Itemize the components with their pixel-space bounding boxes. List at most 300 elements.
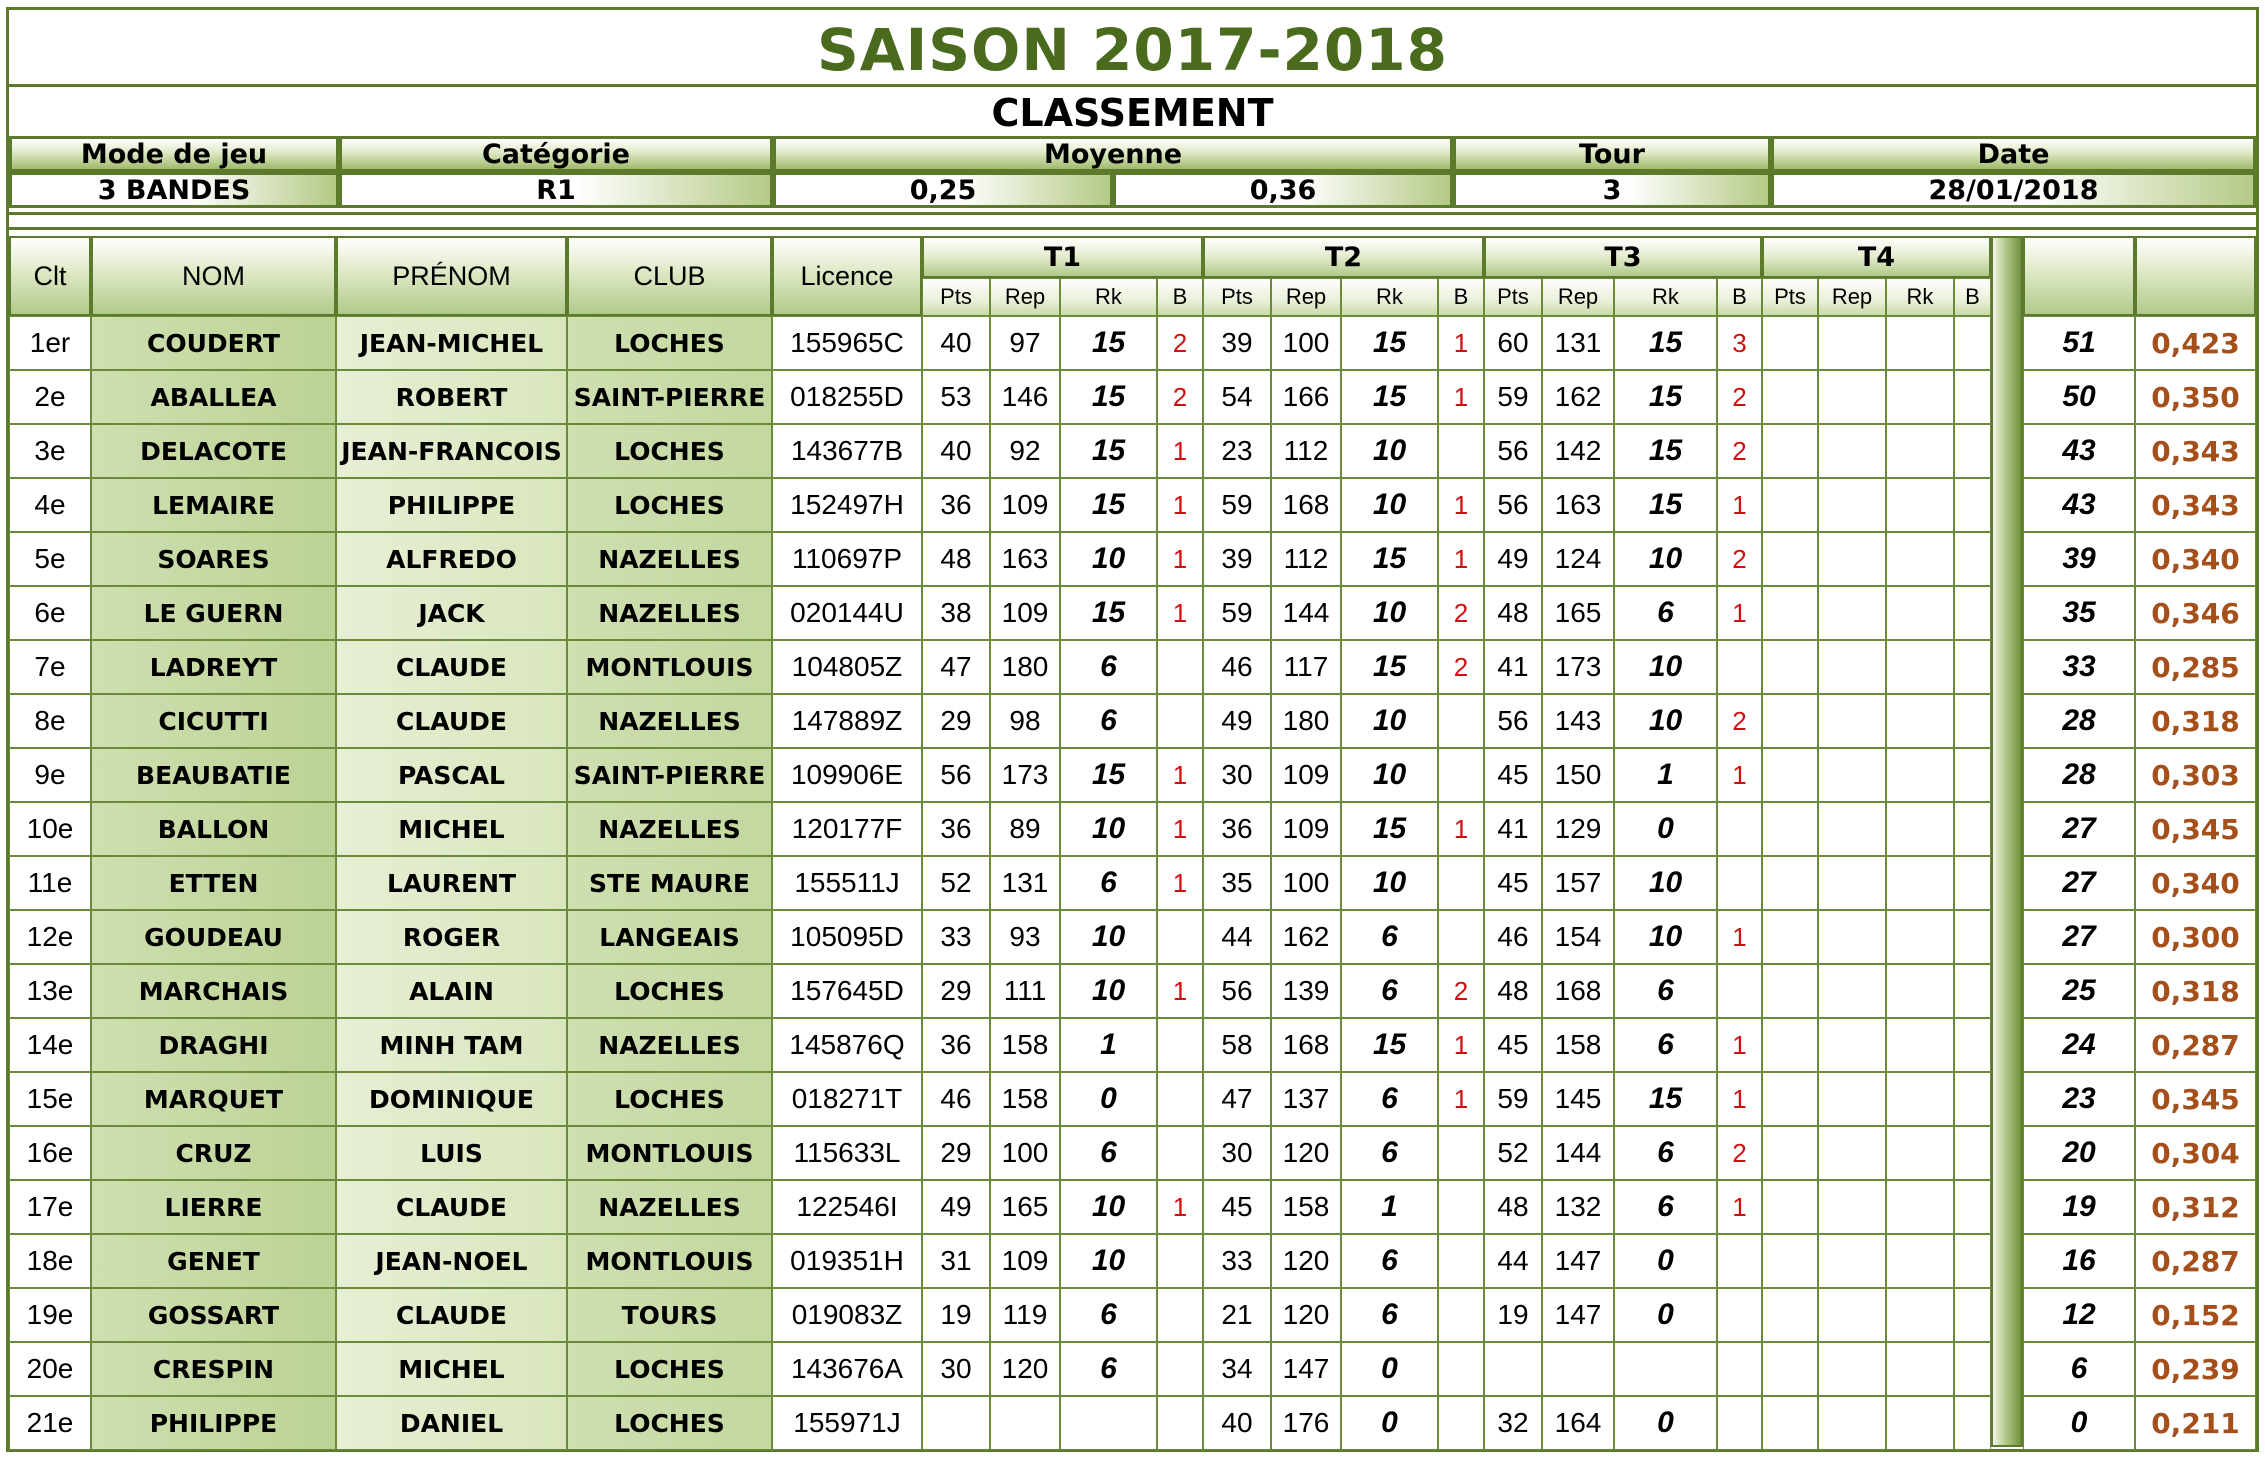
t4-pts-cell	[1762, 586, 1818, 640]
t1-b-cell: 1	[1157, 1180, 1203, 1234]
licence-cell: 122546I	[772, 1180, 922, 1234]
first-name-cell: MINH TAM	[336, 1018, 567, 1072]
t2-rk-cell: 15	[1341, 370, 1438, 424]
t3-pts-cell: 45	[1484, 856, 1542, 910]
t1-pts-cell: 19	[922, 1288, 990, 1342]
general-average-cell: 0,340	[2135, 532, 2256, 586]
last-name-cell: CICUTTI	[91, 694, 336, 748]
average-max-value: 0,36	[1113, 172, 1453, 208]
t2-rk-cell: 10	[1341, 586, 1438, 640]
t4-rep-cell	[1818, 1180, 1886, 1234]
t3-b-cell	[1717, 1396, 1762, 1450]
t2-pts-cell: 35	[1203, 856, 1271, 910]
t1-b-cell	[1157, 694, 1203, 748]
t2-rk-cell: 10	[1341, 748, 1438, 802]
t4-rep-cell	[1818, 532, 1886, 586]
t1-b-cell: 1	[1157, 478, 1203, 532]
t4-b-cell	[1954, 370, 1991, 424]
t2-rep-cell: 176	[1271, 1396, 1341, 1450]
rank-cell: 17e	[9, 1180, 91, 1234]
t3-b-cell: 1	[1717, 1072, 1762, 1126]
club-cell: NAZELLES	[567, 586, 772, 640]
last-name-cell: GOSSART	[91, 1288, 336, 1342]
t1-pts-cell: 33	[922, 910, 990, 964]
rank-cell: 1er	[9, 316, 91, 370]
club-cell: LOCHES	[567, 424, 772, 478]
t3-rep-cell: 163	[1542, 478, 1614, 532]
t1-b-cell: 2	[1157, 316, 1203, 370]
t1-pts-cell: 40	[922, 316, 990, 370]
last-name-cell: CRUZ	[91, 1126, 336, 1180]
total-points-cell: 28	[2023, 748, 2135, 802]
t4-rep-cell	[1818, 910, 1886, 964]
col-header-total	[2023, 236, 2135, 316]
general-average-cell: 0,303	[2135, 748, 2256, 802]
t4-pts-cell	[1762, 478, 1818, 532]
first-name-cell: LUIS	[336, 1126, 567, 1180]
t2-b-cell	[1438, 1288, 1484, 1342]
t2-pts-cell: 30	[1203, 748, 1271, 802]
t2-rk-cell: 0	[1341, 1342, 1438, 1396]
t3-rk-cell: 6	[1614, 586, 1717, 640]
t2-pts-cell: 58	[1203, 1018, 1271, 1072]
t4-rk-cell	[1886, 532, 1954, 586]
t1-rep-cell: 97	[990, 316, 1060, 370]
t2-b-cell	[1438, 1342, 1484, 1396]
t3-b-cell: 1	[1717, 1180, 1762, 1234]
t3-rk-cell: 15	[1614, 478, 1717, 532]
t1-rk-cell: 10	[1060, 1234, 1157, 1288]
t1-rk-cell: 6	[1060, 1288, 1157, 1342]
t3-rep-cell: 164	[1542, 1396, 1614, 1450]
club-cell: MONTLOUIS	[567, 1234, 772, 1288]
t4-rep-cell	[1818, 964, 1886, 1018]
t2-pts-cell: 49	[1203, 694, 1271, 748]
t4-rk-cell	[1886, 586, 1954, 640]
t3-rep-cell: 173	[1542, 640, 1614, 694]
t3-pts-cell: 32	[1484, 1396, 1542, 1450]
t4-rep-cell	[1818, 1342, 1886, 1396]
col-header-licence: Licence	[772, 236, 922, 316]
t1-b-cell	[1157, 1288, 1203, 1342]
t2-rk-cell: 15	[1341, 640, 1438, 694]
col-subheader-t4-rep: Rep	[1818, 278, 1886, 316]
t1-pts-cell: 36	[922, 1018, 990, 1072]
t4-b-cell	[1954, 856, 1991, 910]
t2-rk-cell: 10	[1341, 694, 1438, 748]
club-cell: LOCHES	[567, 1342, 772, 1396]
t1-rep-cell: 146	[990, 370, 1060, 424]
t4-pts-cell	[1762, 640, 1818, 694]
t2-rep-cell: 168	[1271, 478, 1341, 532]
t2-pts-cell: 44	[1203, 910, 1271, 964]
licence-cell: 115633L	[772, 1126, 922, 1180]
t4-pts-cell	[1762, 1234, 1818, 1288]
t2-rk-cell: 6	[1341, 1234, 1438, 1288]
general-average-cell: 0,318	[2135, 964, 2256, 1018]
t3-pts-cell: 56	[1484, 694, 1542, 748]
t4-rk-cell	[1886, 370, 1954, 424]
t2-rep-cell: 120	[1271, 1234, 1341, 1288]
t2-rk-cell: 6	[1341, 1072, 1438, 1126]
t3-pts-cell: 44	[1484, 1234, 1542, 1288]
t1-rep-cell: 131	[990, 856, 1060, 910]
t3-rk-cell: 6	[1614, 1180, 1717, 1234]
last-name-cell: COUDERT	[91, 316, 336, 370]
rank-cell: 13e	[9, 964, 91, 1018]
licence-cell: 147889Z	[772, 694, 922, 748]
t2-pts-cell: 34	[1203, 1342, 1271, 1396]
t1-rep-cell: 92	[990, 424, 1060, 478]
last-name-cell: MARCHAIS	[91, 964, 336, 1018]
last-name-cell: MARQUET	[91, 1072, 336, 1126]
rank-cell: 10e	[9, 802, 91, 856]
t3-b-cell: 1	[1717, 478, 1762, 532]
t4-pts-cell	[1762, 1396, 1818, 1450]
t4-rk-cell	[1886, 856, 1954, 910]
col-group-t2: T2	[1203, 236, 1484, 278]
t2-pts-cell: 40	[1203, 1396, 1271, 1450]
licence-cell: 143676A	[772, 1342, 922, 1396]
first-name-cell: JACK	[336, 586, 567, 640]
rank-cell: 19e	[9, 1288, 91, 1342]
general-average-cell: 0,350	[2135, 370, 2256, 424]
t3-rep-cell: 145	[1542, 1072, 1614, 1126]
t1-rk-cell: 10	[1060, 532, 1157, 586]
t4-b-cell	[1954, 910, 1991, 964]
col-subheader-t4-rk: Rk	[1886, 278, 1954, 316]
t4-pts-cell	[1762, 910, 1818, 964]
t2-rep-cell: 137	[1271, 1072, 1341, 1126]
date-label: Date	[1771, 136, 2256, 172]
licence-cell: 145876Q	[772, 1018, 922, 1072]
rank-cell: 11e	[9, 856, 91, 910]
t1-b-cell: 1	[1157, 748, 1203, 802]
first-name-cell: DOMINIQUE	[336, 1072, 567, 1126]
t1-rk-cell: 15	[1060, 478, 1157, 532]
t4-rep-cell	[1818, 1396, 1886, 1450]
t1-pts-cell: 29	[922, 694, 990, 748]
t1-rep-cell: 89	[990, 802, 1060, 856]
general-average-cell: 0,343	[2135, 478, 2256, 532]
rank-cell: 5e	[9, 532, 91, 586]
t2-pts-cell: 54	[1203, 370, 1271, 424]
rank-cell: 9e	[9, 748, 91, 802]
t2-rep-cell: 100	[1271, 316, 1341, 370]
col-subheader-t3-rk: Rk	[1614, 278, 1717, 316]
t3-pts-cell: 45	[1484, 1018, 1542, 1072]
t2-pts-cell: 23	[1203, 424, 1271, 478]
t1-rk-cell: 6	[1060, 640, 1157, 694]
t2-rep-cell: 112	[1271, 424, 1341, 478]
t1-rk-cell: 1	[1060, 1018, 1157, 1072]
licence-cell: 157645D	[772, 964, 922, 1018]
t4-rk-cell	[1886, 748, 1954, 802]
t4-rep-cell	[1818, 802, 1886, 856]
first-name-cell: ROBERT	[336, 370, 567, 424]
t2-pts-cell: 33	[1203, 1234, 1271, 1288]
t4-rep-cell	[1818, 316, 1886, 370]
t3-rk-cell: 10	[1614, 910, 1717, 964]
t4-rk-cell	[1886, 910, 1954, 964]
col-header-club: CLUB	[567, 236, 772, 316]
t4-b-cell	[1954, 1396, 1991, 1450]
t3-pts-cell: 56	[1484, 424, 1542, 478]
rank-cell: 6e	[9, 586, 91, 640]
t1-rep-cell: 173	[990, 748, 1060, 802]
t4-rep-cell	[1818, 748, 1886, 802]
t1-pts-cell	[922, 1396, 990, 1450]
t4-rep-cell	[1818, 694, 1886, 748]
t2-b-cell: 1	[1438, 478, 1484, 532]
t2-rep-cell: 180	[1271, 694, 1341, 748]
t2-pts-cell: 45	[1203, 1180, 1271, 1234]
t3-rep-cell: 150	[1542, 748, 1614, 802]
t3-rep-cell: 144	[1542, 1126, 1614, 1180]
total-points-cell: 51	[2023, 316, 2135, 370]
t3-b-cell: 1	[1717, 586, 1762, 640]
licence-cell: 018271T	[772, 1072, 922, 1126]
t2-rk-cell: 15	[1341, 316, 1438, 370]
t1-rep-cell: 93	[990, 910, 1060, 964]
t3-b-cell	[1717, 640, 1762, 694]
t4-b-cell	[1954, 694, 1991, 748]
t1-rep-cell: 109	[990, 586, 1060, 640]
licence-cell: 120177F	[772, 802, 922, 856]
t4-rep-cell	[1818, 1234, 1886, 1288]
rank-cell: 14e	[9, 1018, 91, 1072]
t1-pts-cell: 36	[922, 802, 990, 856]
t4-rk-cell	[1886, 1288, 1954, 1342]
t4-b-cell	[1954, 1126, 1991, 1180]
t3-pts-cell: 48	[1484, 586, 1542, 640]
t1-rk-cell: 6	[1060, 694, 1157, 748]
club-cell: NAZELLES	[567, 1180, 772, 1234]
t2-rep-cell: 166	[1271, 370, 1341, 424]
t4-b-cell	[1954, 640, 1991, 694]
general-average-cell: 0,300	[2135, 910, 2256, 964]
date-value: 28/01/2018	[1771, 172, 2256, 208]
last-name-cell: BALLON	[91, 802, 336, 856]
t1-b-cell: 1	[1157, 802, 1203, 856]
general-average-cell: 0,343	[2135, 424, 2256, 478]
t3-pts-cell: 49	[1484, 532, 1542, 586]
licence-cell: 018255D	[772, 370, 922, 424]
col-header-prenom: PRÉNOM	[336, 236, 567, 316]
t4-pts-cell	[1762, 1018, 1818, 1072]
rank-cell: 12e	[9, 910, 91, 964]
t1-pts-cell: 38	[922, 586, 990, 640]
total-points-cell: 6	[2023, 1342, 2135, 1396]
rank-cell: 15e	[9, 1072, 91, 1126]
club-cell: NAZELLES	[567, 802, 772, 856]
first-name-cell: CLAUDE	[336, 1180, 567, 1234]
t3-rep-cell: 157	[1542, 856, 1614, 910]
t4-rk-cell	[1886, 802, 1954, 856]
rank-cell: 16e	[9, 1126, 91, 1180]
t4-rep-cell	[1818, 1126, 1886, 1180]
t2-rk-cell: 10	[1341, 478, 1438, 532]
col-subheader-t1-rk: Rk	[1060, 278, 1157, 316]
t4-rk-cell	[1886, 1342, 1954, 1396]
t4-b-cell	[1954, 532, 1991, 586]
t4-rk-cell	[1886, 1072, 1954, 1126]
t2-pts-cell: 39	[1203, 316, 1271, 370]
t1-b-cell	[1157, 1396, 1203, 1450]
mode-value: 3 BANDES	[9, 172, 339, 208]
club-cell: TOURS	[567, 1288, 772, 1342]
t2-b-cell: 2	[1438, 586, 1484, 640]
t2-b-cell: 2	[1438, 640, 1484, 694]
t4-b-cell	[1954, 1180, 1991, 1234]
t1-pts-cell: 36	[922, 478, 990, 532]
licence-cell: 143677B	[772, 424, 922, 478]
t1-b-cell	[1157, 1342, 1203, 1396]
t1-pts-cell: 46	[922, 1072, 990, 1126]
t4-rk-cell	[1886, 1396, 1954, 1450]
t3-rep-cell	[1542, 1342, 1614, 1396]
club-cell: LOCHES	[567, 478, 772, 532]
club-cell: LOCHES	[567, 1396, 772, 1450]
t3-rep-cell: 168	[1542, 964, 1614, 1018]
t2-pts-cell: 46	[1203, 640, 1271, 694]
t3-b-cell: 1	[1717, 748, 1762, 802]
t3-b-cell: 2	[1717, 424, 1762, 478]
club-cell: MONTLOUIS	[567, 1126, 772, 1180]
t3-pts-cell: 19	[1484, 1288, 1542, 1342]
col-group-t1: T1	[922, 236, 1203, 278]
t4-pts-cell	[1762, 370, 1818, 424]
last-name-cell: LEMAIRE	[91, 478, 336, 532]
t1-rep-cell: 158	[990, 1072, 1060, 1126]
t1-rep-cell: 165	[990, 1180, 1060, 1234]
t1-b-cell	[1157, 1234, 1203, 1288]
t2-rk-cell: 6	[1341, 910, 1438, 964]
t2-pts-cell: 56	[1203, 964, 1271, 1018]
club-cell: NAZELLES	[567, 532, 772, 586]
t4-pts-cell	[1762, 424, 1818, 478]
t1-rep-cell: 119	[990, 1288, 1060, 1342]
rank-cell: 8e	[9, 694, 91, 748]
t3-rep-cell: 158	[1542, 1018, 1614, 1072]
total-points-cell: 33	[2023, 640, 2135, 694]
col-subheader-t4-b: B	[1954, 278, 1991, 316]
t1-b-cell: 1	[1157, 532, 1203, 586]
t1-b-cell: 1	[1157, 964, 1203, 1018]
licence-cell: 155971J	[772, 1396, 922, 1450]
total-points-cell: 19	[2023, 1180, 2135, 1234]
t2-rk-cell: 6	[1341, 1126, 1438, 1180]
t2-rep-cell: 117	[1271, 640, 1341, 694]
t1-rk-cell: 10	[1060, 964, 1157, 1018]
t1-b-cell	[1157, 1072, 1203, 1126]
t4-pts-cell	[1762, 1126, 1818, 1180]
t2-b-cell: 1	[1438, 802, 1484, 856]
t2-rk-cell: 15	[1341, 1018, 1438, 1072]
t3-rep-cell: 131	[1542, 316, 1614, 370]
general-average-cell: 0,345	[2135, 1072, 2256, 1126]
t4-pts-cell	[1762, 1180, 1818, 1234]
t3-pts-cell: 60	[1484, 316, 1542, 370]
t3-b-cell: 2	[1717, 370, 1762, 424]
average-label: Moyenne	[773, 136, 1453, 172]
t1-b-cell: 1	[1157, 856, 1203, 910]
club-cell: SAINT-PIERRE	[567, 748, 772, 802]
t3-b-cell: 2	[1717, 1126, 1762, 1180]
t2-b-cell: 1	[1438, 532, 1484, 586]
t4-pts-cell	[1762, 1288, 1818, 1342]
rank-cell: 20e	[9, 1342, 91, 1396]
t2-b-cell: 1	[1438, 1018, 1484, 1072]
club-cell: MONTLOUIS	[567, 640, 772, 694]
col-header-nom: NOM	[91, 236, 336, 316]
first-name-cell: JEAN-NOEL	[336, 1234, 567, 1288]
club-cell: LOCHES	[567, 316, 772, 370]
t4-rk-cell	[1886, 1234, 1954, 1288]
t2-pts-cell: 36	[1203, 802, 1271, 856]
t1-b-cell	[1157, 640, 1203, 694]
licence-cell: 019083Z	[772, 1288, 922, 1342]
col-subheader-t2-pts: Pts	[1203, 278, 1271, 316]
total-points-cell: 50	[2023, 370, 2135, 424]
last-name-cell: BEAUBATIE	[91, 748, 336, 802]
t4-b-cell	[1954, 424, 1991, 478]
t1-pts-cell: 29	[922, 964, 990, 1018]
licence-cell: 155965C	[772, 316, 922, 370]
t3-b-cell: 3	[1717, 316, 1762, 370]
total-points-cell: 43	[2023, 424, 2135, 478]
total-points-cell: 0	[2023, 1396, 2135, 1450]
t2-b-cell	[1438, 1234, 1484, 1288]
t2-pts-cell: 39	[1203, 532, 1271, 586]
t2-rk-cell: 6	[1341, 964, 1438, 1018]
t3-rk-cell: 0	[1614, 1396, 1717, 1450]
t4-pts-cell	[1762, 856, 1818, 910]
last-name-cell: GOUDEAU	[91, 910, 336, 964]
t3-rk-cell: 10	[1614, 532, 1717, 586]
licence-cell: 110697P	[772, 532, 922, 586]
page-title: SAISON 2017-2018	[9, 10, 2256, 87]
col-subheader-t2-rep: Rep	[1271, 278, 1341, 316]
t2-rep-cell: 158	[1271, 1180, 1341, 1234]
t2-b-cell: 1	[1438, 316, 1484, 370]
club-cell: NAZELLES	[567, 694, 772, 748]
category-label: Catégorie	[339, 136, 773, 172]
general-average-cell: 0,304	[2135, 1126, 2256, 1180]
t3-rk-cell: 6	[1614, 1126, 1717, 1180]
t3-rep-cell: 143	[1542, 694, 1614, 748]
col-header-average	[2135, 236, 2256, 316]
t4-pts-cell	[1762, 1072, 1818, 1126]
rank-cell: 7e	[9, 640, 91, 694]
t4-pts-cell	[1762, 694, 1818, 748]
t3-b-cell	[1717, 1234, 1762, 1288]
t3-rep-cell: 154	[1542, 910, 1614, 964]
t2-b-cell	[1438, 910, 1484, 964]
t3-pts-cell: 52	[1484, 1126, 1542, 1180]
t1-rep-cell: 111	[990, 964, 1060, 1018]
t1-pts-cell: 48	[922, 532, 990, 586]
category-value: R1	[339, 172, 773, 208]
t3-pts-cell: 48	[1484, 1180, 1542, 1234]
t3-rep-cell: 162	[1542, 370, 1614, 424]
total-points-cell: 20	[2023, 1126, 2135, 1180]
t1-rk-cell: 6	[1060, 856, 1157, 910]
t4-pts-cell	[1762, 802, 1818, 856]
total-points-cell: 23	[2023, 1072, 2135, 1126]
t2-rep-cell: 112	[1271, 532, 1341, 586]
t4-b-cell	[1954, 1288, 1991, 1342]
